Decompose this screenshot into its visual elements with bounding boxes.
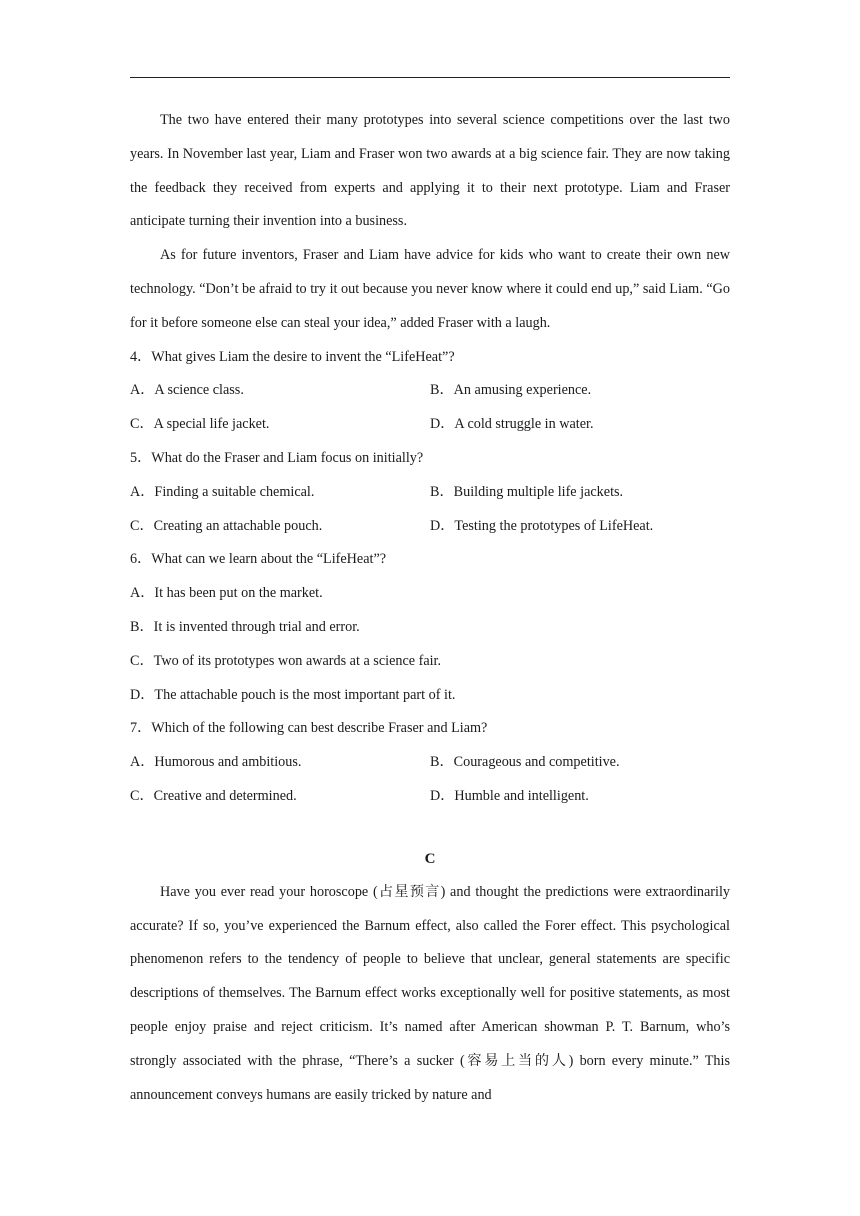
options-row (130, 510, 730, 544)
question-number: 5． (130, 449, 152, 466)
options-row (130, 780, 730, 814)
option-a: A．A science class. (130, 382, 244, 399)
passage-paragraph: Have you ever read your horoscope (占星预言) and thought the predictions were extraordinarily accurate? If so, you’ve experienced the Barnum effect, also called the Forer effect. This psychological phenomenon refers to the tendency of people to believe that unclear, general statements are specific descriptions of themselves. The Barnum effect works exceptionally well for positive statements, as most people enjoy praise and reject criticism. It’s named after American showman P. T. Barnum, who’s strongly associated with the phrase, “There’s a sucker (容易上当的人) born every minute.” This announcement conveys humans are easily tricked by nature and (130, 883, 730, 1103)
option-b: B．It is invented through trial and error. (130, 618, 360, 635)
question-4 (130, 341, 730, 375)
header-rule (130, 77, 730, 78)
question-number: 7． (130, 720, 152, 737)
question-7 (130, 712, 730, 746)
option-d: D．The attachable pouch is the most important part of it. (130, 686, 456, 703)
question-text: What do the Fraser and Liam focus on initially? (151, 449, 424, 466)
option-a: A．Finding a suitable chemical. (130, 483, 315, 500)
options-row (130, 408, 730, 442)
question-text: What can we learn about the “LifeHeat”? (151, 551, 387, 568)
passage-paragraph: As for future inventors, Fraser and Liam have advice for kids who want to create their own new technology. “Don’t be afraid to try it out because you never know where it could end up,” said Liam. “Go for it before someone else can steal your idea,” added Fraser with a laugh. (130, 247, 730, 331)
option-c: C．Creative and determined. (130, 787, 297, 804)
option-b: B．Building multiple life jackets. (430, 483, 624, 500)
option-b: B．An amusing experience. (430, 382, 592, 399)
options-row (130, 746, 730, 780)
option-d: D．Humble and intelligent. (430, 787, 589, 804)
options-row (130, 476, 730, 510)
question-6 (130, 543, 730, 577)
question-text: What gives Liam the desire to invent the “LifeHeat”? (151, 348, 455, 365)
section-heading: C (424, 850, 436, 867)
options-row (130, 374, 730, 408)
question-number: 6． (130, 551, 152, 568)
question-5 (130, 442, 730, 476)
document-body (130, 104, 730, 1112)
option-a: A．It has been put on the market. (130, 585, 323, 602)
option-d: D．A cold struggle in water. (430, 416, 594, 433)
option-c: C．Creating an attachable pouch. (130, 517, 323, 534)
question-number: 4． (130, 348, 152, 365)
option-c: C．Two of its prototypes won awards at a science fair. (130, 652, 442, 669)
option-d: D．Testing the prototypes of LifeHeat. (430, 517, 654, 534)
passage-paragraph: The two have entered their many prototypes into several science competitions over the last two years. In November last year, Liam and Fraser won two awards at a big science fair. They are now taking the feedback they received from experts and applying it to their next prototype. Liam and Fraser anticipate turning their invention into a business. (130, 112, 730, 230)
option-a: A．Humorous and ambitious. (130, 754, 302, 771)
option-b: B．Courageous and competitive. (430, 754, 620, 771)
option-c: C．A special life jacket. (130, 416, 270, 433)
question-text: Which of the following can best describe Fraser and Liam? (151, 720, 488, 737)
